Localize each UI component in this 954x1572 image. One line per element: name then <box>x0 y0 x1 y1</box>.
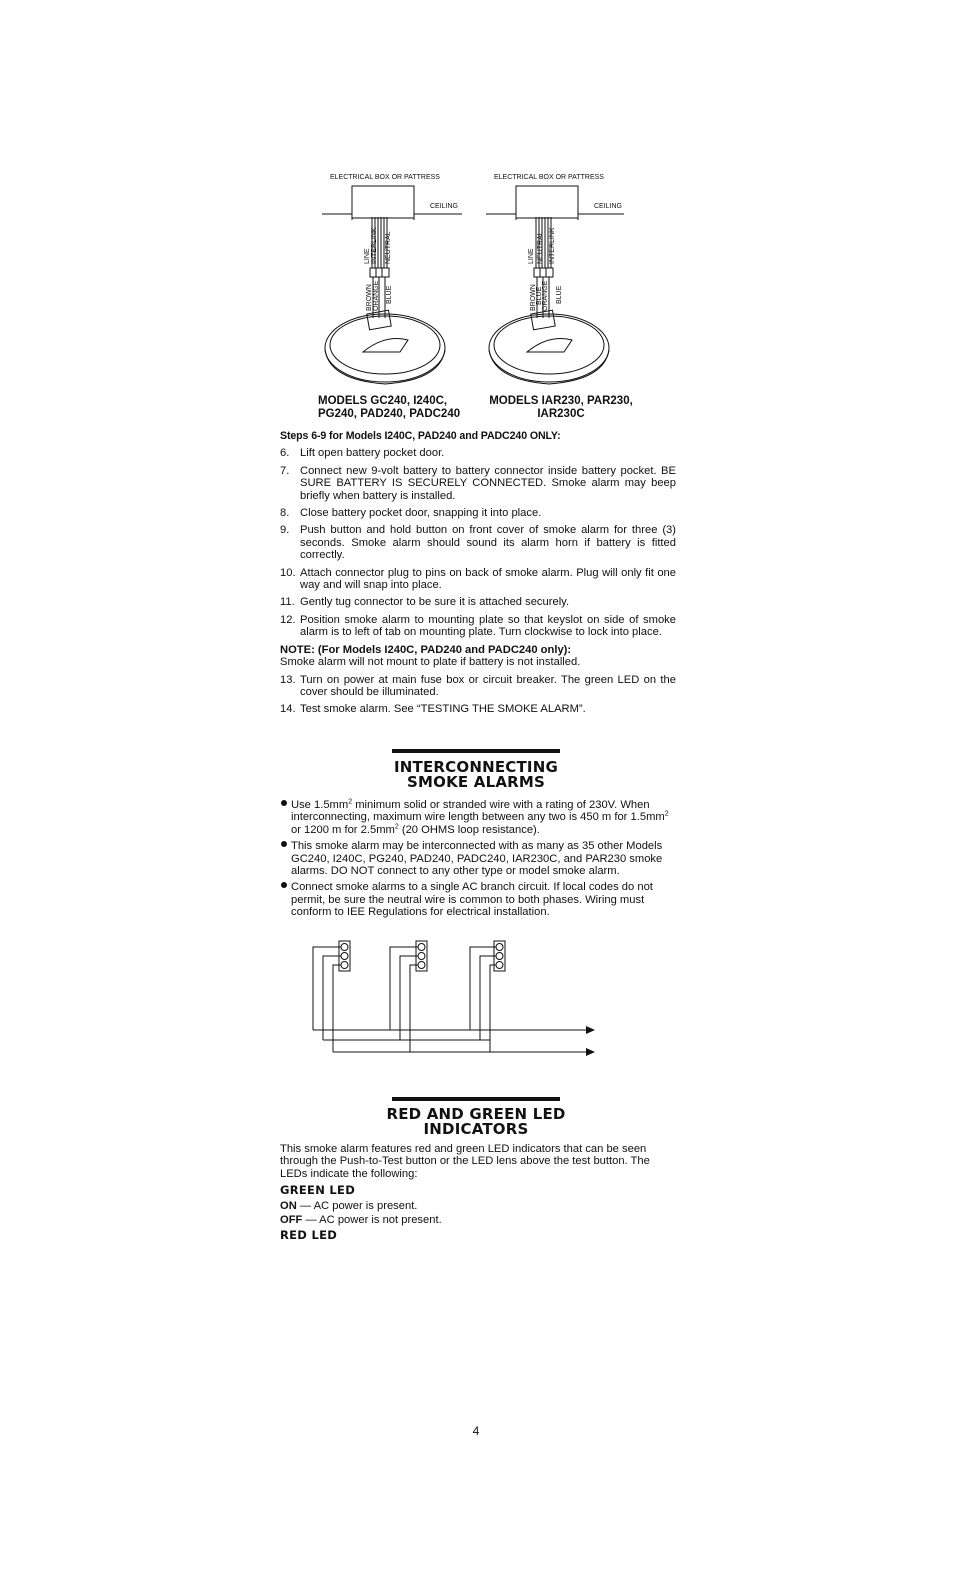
led-rule <box>392 1097 560 1101</box>
green-on-line <box>280 1200 676 1212</box>
right-wire-brown: BROWN <box>530 284 537 311</box>
step-item <box>280 596 676 608</box>
right-wire-line: LINE <box>528 248 535 264</box>
wiring-diagram-svg <box>318 168 658 393</box>
led-intro: This smoke alarm features red and green LED indicators that can be seen through the Push-to-Test button or the LED lens above the test button. The LEDs indicate the following: <box>280 1143 650 1180</box>
superscript: 2 <box>394 823 399 831</box>
left-models-line1: MODELS GC240, I240C, <box>318 395 448 407</box>
left-ceiling-label: CEILING <box>430 203 459 210</box>
right-box-label: ELECTRICAL BOX OR PATTRESS <box>494 174 604 181</box>
step-number: 7. <box>280 464 290 477</box>
bullet-item <box>280 881 676 918</box>
bullet-list <box>280 799 676 919</box>
interconnect-diagram <box>310 938 600 1060</box>
right-wire-blue-b: BLUE <box>556 285 563 304</box>
left-wire-neutral: NEUTRAL <box>385 231 392 264</box>
note-text: Smoke alarm will not mount to plate if battery is not installed. <box>280 656 581 669</box>
bullet-dot <box>281 841 287 847</box>
off-text: AC power is not present. <box>319 1214 442 1227</box>
bullet-text: Use 1.5mm <box>291 799 349 811</box>
interconnect-title-line1: INTERCONNECTING <box>394 758 558 776</box>
bullet-dot <box>281 800 287 806</box>
right-wire-neutral: NEUTRAL <box>537 231 544 264</box>
bullet-text: This smoke alarm may be interconnected with as many as 35 other Models GC240, I240C, PG240, PAD240, PADC240, IAR230C, and PAR230 smoke alarms. DO NOT connect to any other type or model smoke alarm. <box>291 840 663 878</box>
led-title <box>340 1107 612 1137</box>
right-wire-blue-a: BLUE <box>536 286 543 305</box>
steps-list-b <box>280 674 676 716</box>
bullet-text: Connect smoke alarms to a single AC branch circuit. If local codes do not permit, be sure the neutral wire is common to both phases. Wiring must conform to IEE Regulations for electrical installation. <box>291 881 653 919</box>
note-heading: NOTE: (For Models I240C, PAD240 and PADC240 only): <box>280 643 572 656</box>
on-label: ON <box>280 1199 297 1212</box>
right-wire-interlink: INTERLINK <box>549 227 556 264</box>
left-wire-orange: ORANGE <box>373 280 380 311</box>
step-text: Close battery pocket door, snapping it into place. <box>300 507 542 520</box>
step-text: Lift open battery pocket door. <box>300 447 445 460</box>
left-wire-line: LINE <box>364 248 371 264</box>
left-models-line2: PG240, PAD240, PADC240 <box>318 408 461 420</box>
steps-heading: Steps 6-9 for Models I240C, PAD240 and PADC240 ONLY: <box>280 430 561 442</box>
step-number: 14. <box>280 703 296 716</box>
note-block <box>280 644 676 669</box>
step-number: 13. <box>280 673 296 686</box>
wiring-diagrams <box>318 168 658 393</box>
step-item <box>280 507 676 519</box>
step-number: 10. <box>280 566 296 579</box>
step-number: 8. <box>280 507 290 520</box>
page-number: 4 <box>472 1424 480 1438</box>
step-text: Connect new 9-volt battery to battery connector inside battery pocket. BE SURE BATTERY IS SECURELY CONNECTED. Smoke alarm may beep briefly when battery is installed. <box>300 464 676 502</box>
right-ceiling-label: CEILING <box>594 203 623 210</box>
led-section <box>280 1143 676 1242</box>
step-number: 11. <box>280 596 295 609</box>
dash: — <box>299 1199 312 1212</box>
interconnect-title <box>340 760 612 790</box>
step-item <box>280 703 676 715</box>
right-wire-orange: ORANGE <box>542 280 549 311</box>
superscript: 2 <box>664 810 669 818</box>
left-wire-blue: BLUE <box>386 285 393 304</box>
step-item <box>280 614 676 639</box>
interconnect-title-line2: SMOKE ALARMS <box>406 773 546 791</box>
steps-section <box>280 430 676 721</box>
step-number: 9. <box>280 524 290 537</box>
off-label: OFF <box>280 1214 303 1227</box>
bullet-dot <box>281 882 287 888</box>
led-title-line2: INDICATORS <box>423 1120 529 1138</box>
step-text: Turn on power at main fuse box or circuit breaker. The green LED on the cover should be illuminated. <box>300 673 676 698</box>
on-text: AC power is present. <box>313 1199 418 1212</box>
bullet-item <box>280 840 676 877</box>
red-led-heading: RED LED <box>280 1228 338 1243</box>
step-item <box>280 465 676 502</box>
step-number: 12. <box>280 613 296 626</box>
left-wire-interlink: INTERLINK <box>371 227 378 264</box>
superscript: 2 <box>348 798 353 806</box>
steps-list <box>280 447 676 638</box>
step-item <box>280 674 676 699</box>
interconnect-diagram-svg <box>310 938 600 1060</box>
step-text: Test smoke alarm. See “TESTING THE SMOKE ALARM”. <box>300 703 586 716</box>
led-title-line1: RED AND GREEN LED <box>386 1105 566 1123</box>
step-text: Position smoke alarm to mounting plate so that keyslot on side of smoke alarm is to left of tab on mounting plate. Turn clockwise to lock into place. <box>300 613 676 639</box>
bullet-item <box>280 799 676 836</box>
step-item <box>280 524 676 561</box>
left-models-caption <box>318 395 468 421</box>
interconnect-bullets <box>280 799 676 923</box>
green-off-line <box>280 1214 676 1226</box>
step-text: Push button and hold button on front cover of smoke alarm for three (3) seconds. Smoke alarm should sound its alarm horn if battery is fitted correctly. <box>300 524 676 562</box>
step-text: Attach connector plug to pins on back of smoke alarm. Plug will only fit one way and will snap into place. <box>300 566 676 592</box>
left-box-label: ELECTRICAL BOX OR PATTRESS <box>330 174 440 181</box>
step-text: Gently tug connector to be sure it is attached securely. <box>300 596 570 609</box>
bullet-text: or 1200 m for 2.5mm <box>291 823 395 836</box>
bullet-text: (20 OHMS loop resistance). <box>398 823 540 836</box>
right-models-line2: IAR230C <box>537 408 585 420</box>
right-models-caption <box>482 395 640 421</box>
step-number: 6. <box>280 447 290 460</box>
left-wire-brown: BROWN <box>366 284 373 311</box>
dash: — <box>305 1214 317 1227</box>
step-item <box>280 567 676 592</box>
interconnect-rule <box>392 749 560 753</box>
right-models-line1: MODELS IAR230, PAR230, <box>489 395 633 407</box>
bullet-text: minimum solid or stranded wire with a rating of 230V. When interconnecting, maximum wire length between any two is 450 m for 1.5mm <box>291 799 665 824</box>
step-item <box>280 447 676 459</box>
green-led-heading: GREEN LED <box>280 1183 356 1198</box>
